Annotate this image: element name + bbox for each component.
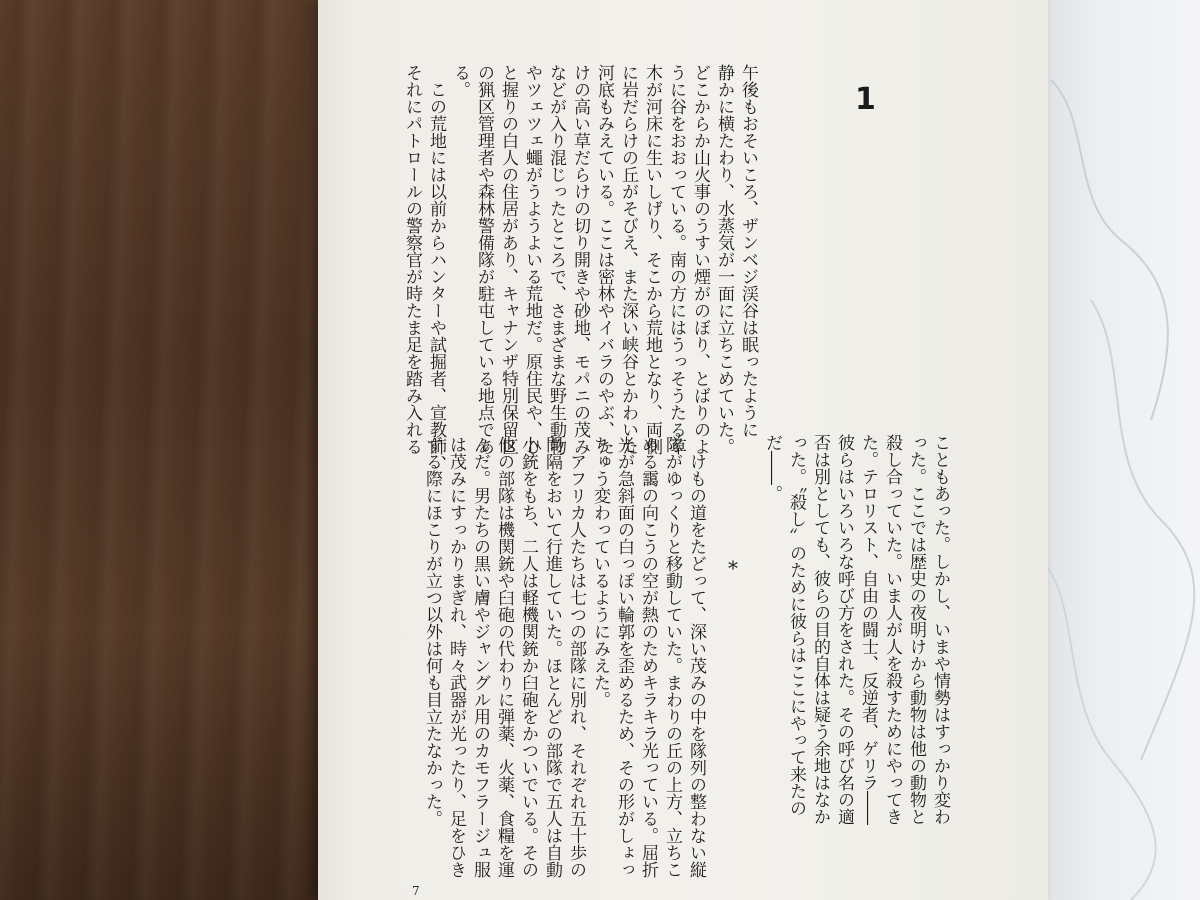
adjacent-page-edge [1030,0,1200,900]
text-line: 彼らはいろいろな呼び方をされた。その呼び名の適 [834,434,854,825]
text-line: は茂みにすっかりまぎれ、時々武器が光ったり、足をひき [446,436,466,878]
text-line: と握りの白人の住居があり、キャナンザ特別保留区 [498,64,518,455]
text-line: に岩だらけの丘がそびえ、また深い峡谷とかわいた [618,64,638,455]
text-line: 小銃をもち、二人は軽機関銃か臼砲をかついでいる。その [518,436,538,878]
text-line: アフリカ人たちは七つの部隊に別れ、それぞれ五十歩の [566,436,586,878]
text-line: ずる際にほこりが立つ以外は何も目立たなかった。 [422,436,442,827]
page-edge-pattern [1031,0,1200,900]
text-line: める靄の向こうの空が熱のためキラキラ光っている。屈折 [638,436,658,878]
top-text-block [400,64,760,472]
text-line: の猟区管理者や森林警備隊が駐屯している地点であ [474,64,494,455]
text-line: だ――。 [762,434,782,502]
text-line: 否は別としても、彼らの目的自体は疑う余地はなか [810,434,830,825]
text-line: た。テロリスト、自由の闘士、反逆者、ゲリラ―― [858,434,878,825]
text-line: った。〝殺し〟のために彼らはここにやって来たの [786,434,806,817]
text-line: それにパトロールの警察官が時たま足を踏み入れる [402,64,422,455]
text-line: 木が河床に生いしげり、そこから荒地となり、両側 [642,64,662,455]
text-line: けの高い草だらけの切り開きや砂地、モパニの茂み [570,64,590,455]
text-line: けもの道をたどって、深い茂みの中を隊列の整わない縦 [686,436,706,878]
bottom-right-text-block [760,434,952,825]
text-line: 午後もおそいころ、ザンベジ渓谷は眠ったように [738,64,758,438]
chapter-number: 1 [855,82,876,117]
text-line: 河底もみえている。ここは密林やイバラのやぶ、た [594,64,614,455]
text-line: 隊がゆっくりと移動していた。まわりの丘の上方、立ちこ [662,436,682,878]
text-line: ちゅう変わっているようにみえた。 [590,436,610,708]
bottom-left-text-block [420,436,708,878]
text-line: などが入り混じったところで、さまざまな野生動物 [546,64,566,455]
text-line: 間隔をおいて行進していた。ほとんどの部隊で五人は自動 [542,436,562,878]
text-line: る。 [450,64,470,98]
text-line: 殺し合っていた。いま人が人を殺すためにやってき [882,434,902,825]
text-line: った。ここでは歴史の夜明けから動物は他の動物と [906,434,926,825]
wooden-table-surface [0,0,330,900]
text-line: どこからか山火事のうすい煙がのぼり、とばりのよ [690,64,710,455]
text-line: やツェツェ蠅がうようよいる荒地だ。原住民や、ひ [522,64,542,455]
text-line: この荒地には以前からハンターや試掘者、宣教師、 [426,64,446,472]
text-line: こともあった。しかし、いまや情勢はすっかり変わ [930,434,950,825]
text-line: 光が急斜面の白っぽい輪郭を歪めるため、その形がしょっ [614,436,634,878]
text-line: 他の部隊は機関銃や臼砲の代わりに弾薬、火薬、食糧を運 [494,436,514,878]
text-line: 静かに横たわり、水蒸気が一面に立ちこめていた。 [714,64,734,455]
text-line: んだ。男たちの黒い膚やジャングル用のカモフラージュ服 [470,436,490,878]
page-number: 7 [412,884,420,898]
text-line: うに谷をおおっている。南の方にはうっそうたる草 [666,64,686,455]
section-separator: * [728,556,738,580]
